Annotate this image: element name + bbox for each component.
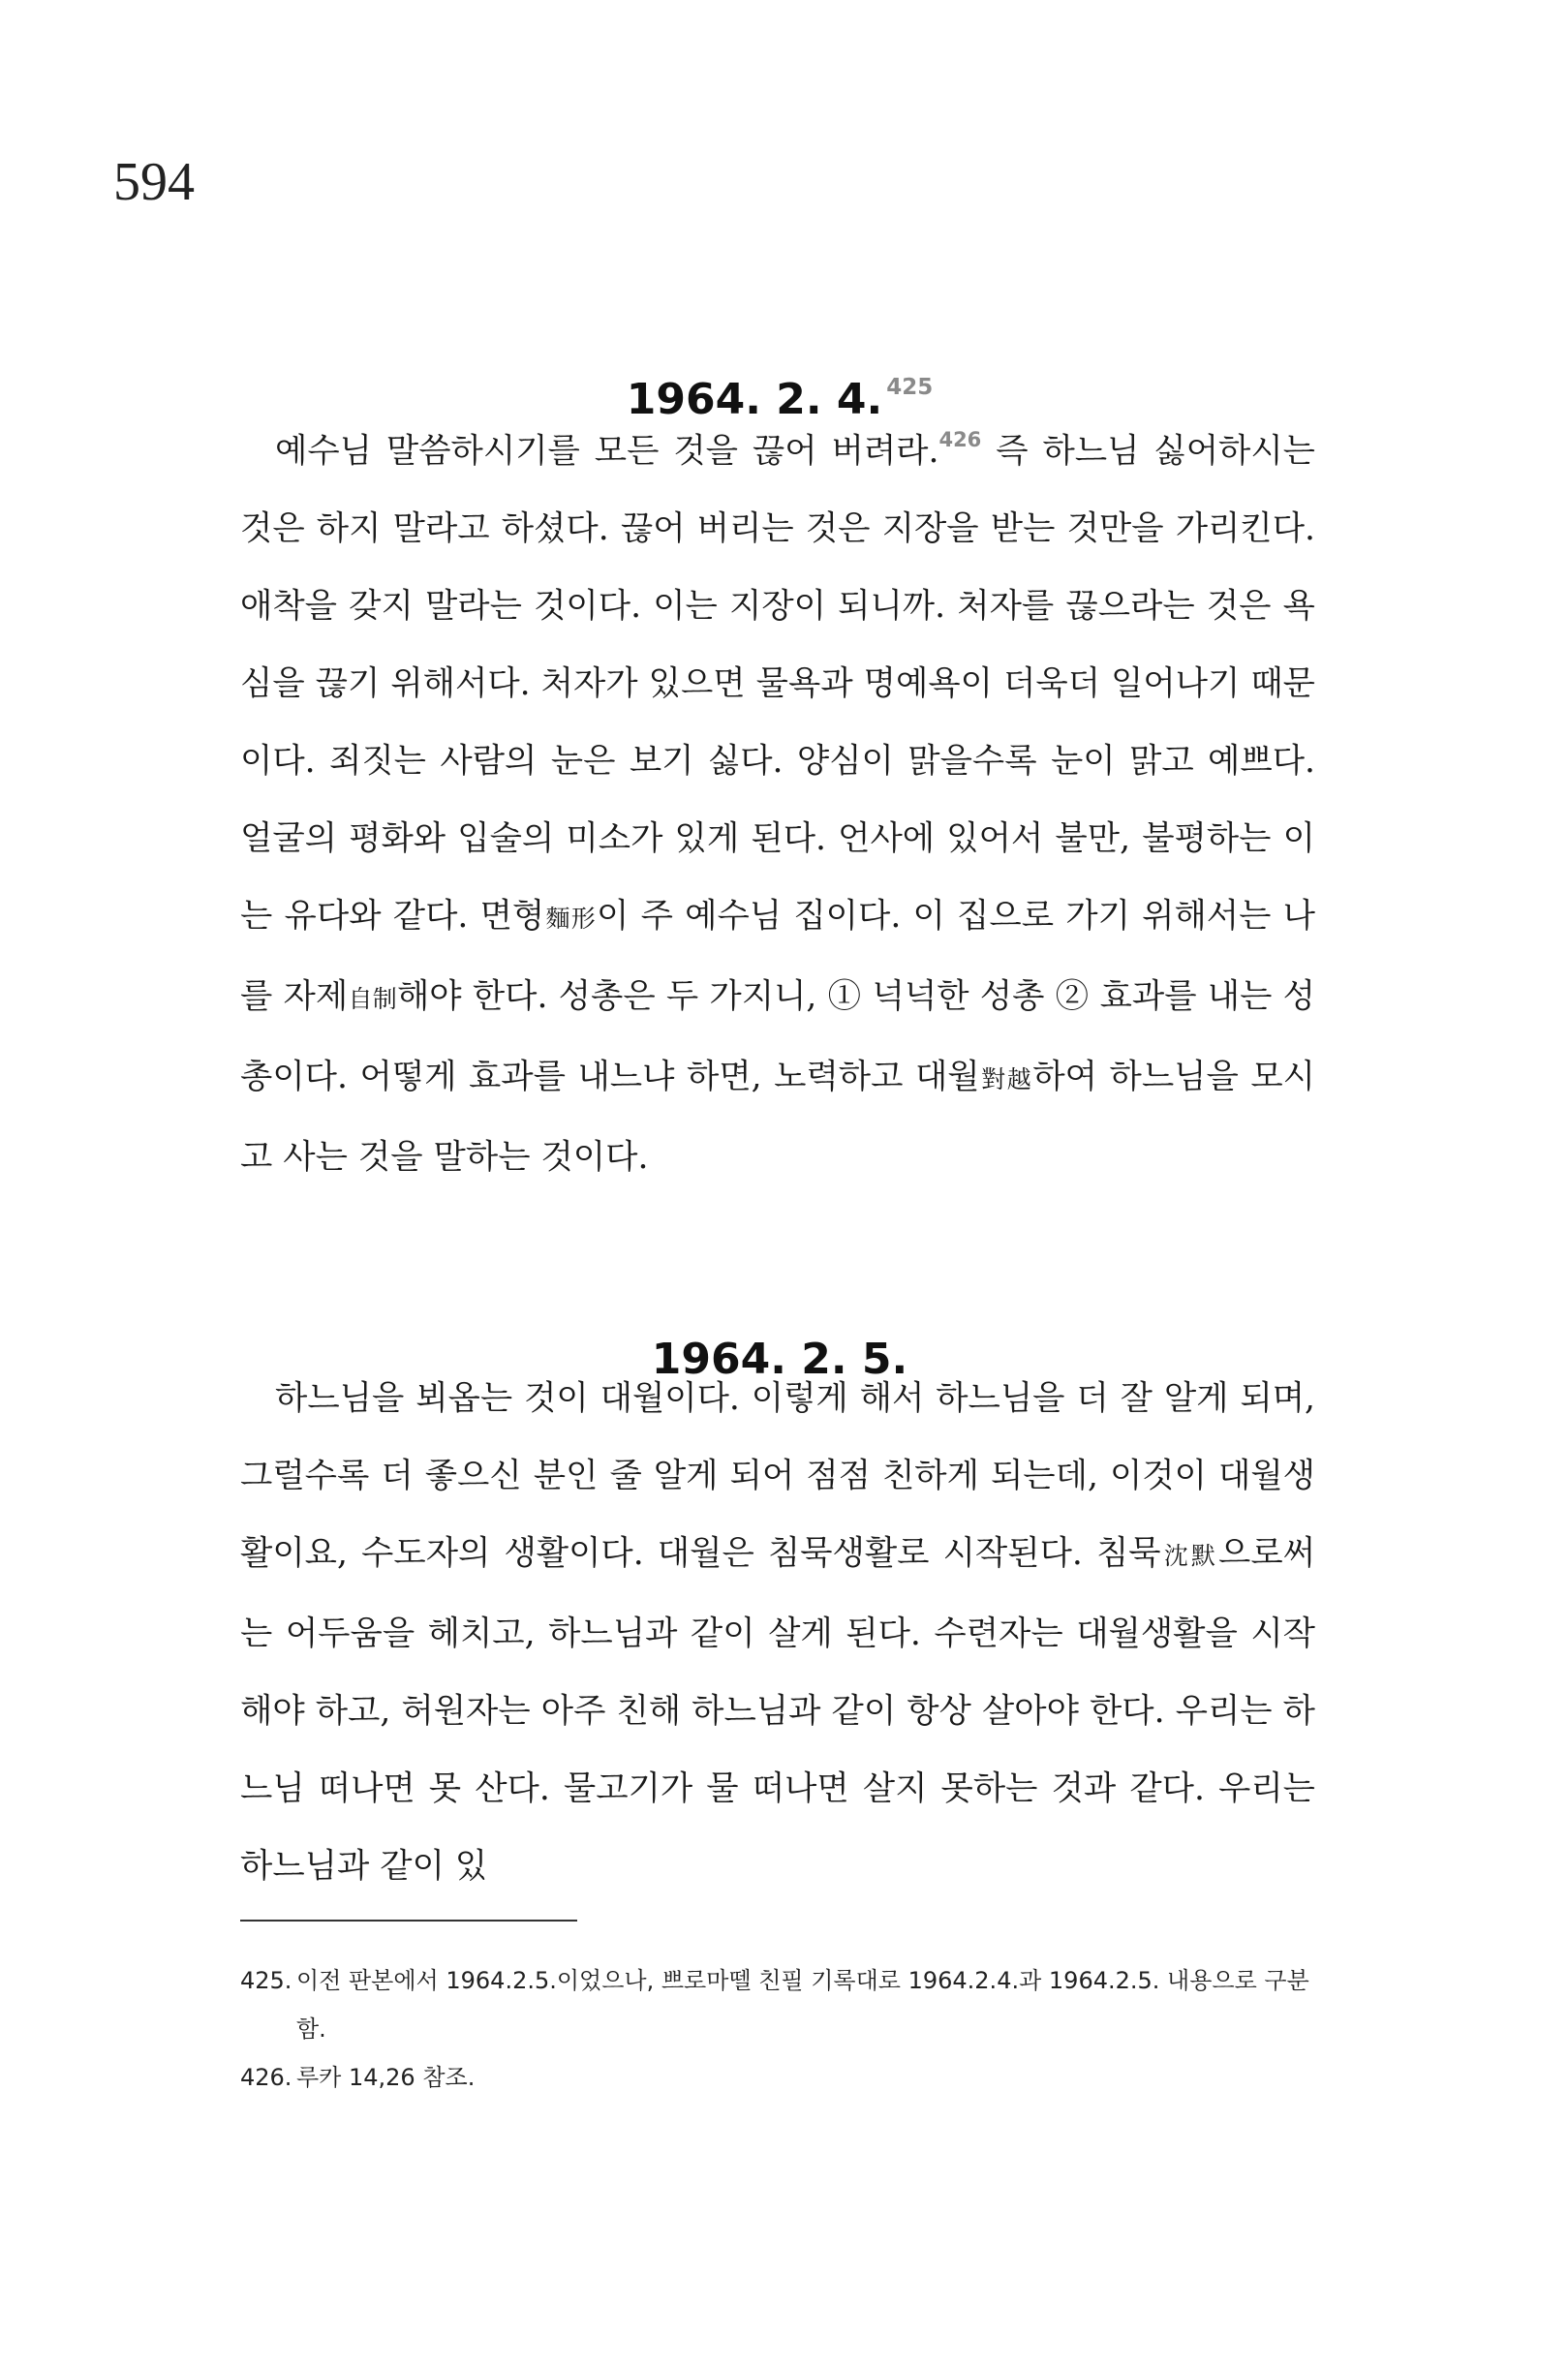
entry-paragraph	[240, 413, 1315, 1196]
footnote-text: 루카 14,26 참조.	[296, 2064, 476, 2091]
hanja-gloss: 麵形	[544, 905, 598, 933]
paragraph-text: 으로써는 어두움을 헤치고, 하느님과 같이 살게 된다. 수련자는 대월생활을 시작해야 하고, 허원자는 아주 친해 하느님과 같이 항상 살아야 한다. 우리는 하느님 떠나면 못 산다. 물고기가 물 떠나면 살지 못하는 것과 같다. 우리는 하느님과 같이 있	[240, 1534, 1315, 1886]
paragraph-text: 이 주 예수님 집이다. 이 집으로 가기 위해서는 나를 자제	[240, 897, 1315, 1016]
page-number: 594	[113, 152, 195, 212]
footnote-item	[240, 1956, 1315, 2053]
footnote-divider	[240, 1920, 577, 1922]
hanja-gloss: 沈默	[1160, 1542, 1219, 1570]
hanja-gloss: 對越	[979, 1065, 1033, 1093]
footnote-number: 425.	[240, 1967, 292, 1994]
hanja-gloss: 自制	[348, 985, 397, 1013]
footnote-text: 이전 판본에서 1964.2.5.이었으나, 쁘로마뗄 친필 기록대로 1964.2.4.과 1964.2.5. 내용으로 구분함.	[296, 1967, 1309, 2043]
entry-paragraph	[240, 1360, 1315, 1905]
footnote-item	[240, 2053, 1315, 2102]
paragraph-text: 즉 하느님 싫어하시는 것은 하지 말라고 하셨다. 끊어 버리는 것은 지장을 받는 것만을 가리킨다. 애착을 갖지 말라는 것이다. 이는 지장이 되니까. 처자를 끊으라는 것은 욕심을 끊기 위해서다. 처자가 있으면 물욕과 명예욕이 더욱더 일어나기 때문이다. 죄짓는 사람의 눈은 보기 싫다. 양심이 맑을수록 눈이 맑고 예쁘다. 얼굴의 평화와 입술의 미소가 있게 된다. 언사에 있어서 불만, 불평하는 이는 유다와 같다. 면형	[240, 432, 1315, 936]
paragraph-text: 해야 한다. 성총은 두 가지니, ① 넉넉한 성총 ② 효과를 내는 성총이다. 어떻게 효과를 내느냐 하면, 노력하고 대월	[240, 977, 1315, 1096]
footnote-ref-425[interactable]: 425	[886, 374, 934, 400]
footnote-number: 426.	[240, 2064, 292, 2091]
paragraph-text: 하여 하느님을 모시고 사는 것을 말하는 것이다.	[240, 1058, 1315, 1177]
paragraph-text: 하느님을 뵈옵는 것이 대월이다. 이렇게 해서 하느님을 더 잘 알게 되며, 그럴수록 더 좋으신 분인 줄 알게 되어 점점 친하게 되는데, 이것이 대월생활이요, 수도자의 생활이다. 대월은 침묵생활로 시작된다. 침묵	[240, 1379, 1315, 1573]
footnotes	[240, 1956, 1315, 2102]
footnote-ref-426[interactable]: 426	[938, 428, 982, 451]
entry-date-text: 1964. 2. 4.	[626, 374, 883, 424]
entry-date-text: 1964. 2. 5.	[651, 1334, 908, 1384]
paragraph-text: 예수님 말씀하시기를 모든 것을 끊어 버려라.	[275, 432, 939, 471]
